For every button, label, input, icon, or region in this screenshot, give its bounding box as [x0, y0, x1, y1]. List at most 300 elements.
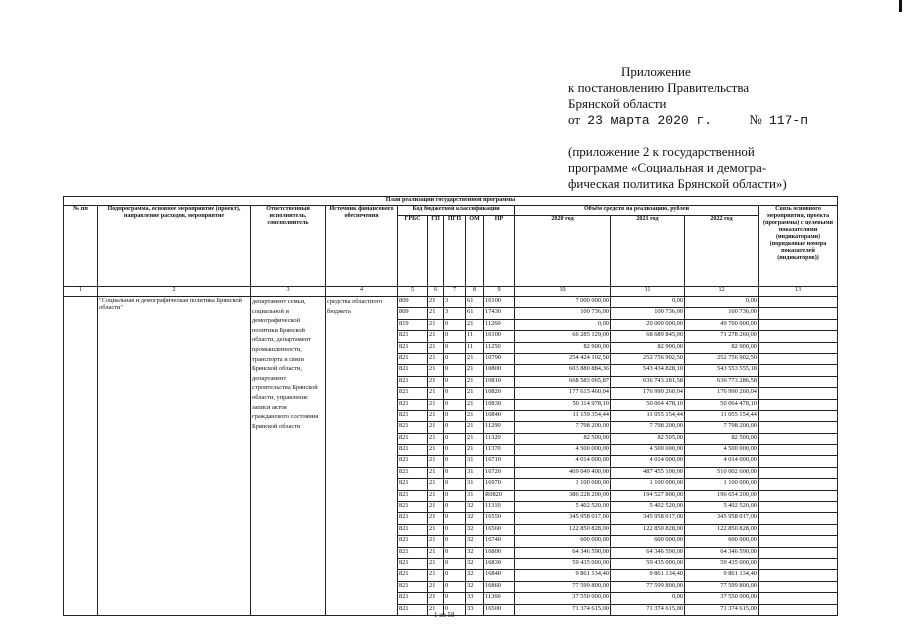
cell-y2022: 636 773 286,58 [685, 376, 759, 387]
cell-pgp: 0 [444, 536, 466, 547]
cell-gp: 21 [428, 467, 444, 478]
cell-om: 31 [466, 456, 484, 467]
cell-link [759, 558, 838, 569]
cell-link [759, 445, 838, 456]
cell-y2020: 37 550 000,00 [515, 593, 611, 604]
cell-gp: 21 [428, 319, 444, 330]
cell-link [759, 479, 838, 490]
cell-grbs: 821 [398, 513, 428, 524]
cell-nr: 16550 [484, 513, 515, 524]
cell-y2021: 50 064 478,10 [611, 399, 685, 410]
cell-grbs: 809 [398, 297, 428, 308]
cell-pgp: 0 [444, 410, 466, 421]
cell-y2022: 82 900,00 [685, 342, 759, 353]
cell-link [759, 422, 838, 433]
cell-y2020: 1 100 000,00 [515, 479, 611, 490]
cell-y2022: 176 990 260,04 [685, 388, 759, 399]
scan-edge-mark [899, 0, 902, 12]
cell-nr: 11320 [484, 433, 515, 444]
header-sub-1: (приложение 2 к государственной [568, 144, 755, 159]
cell-nr: 16970 [484, 479, 515, 490]
cell-om: 21 [466, 353, 484, 364]
cell-nr: 16560 [484, 524, 515, 535]
cell-grbs: 821 [398, 353, 428, 364]
cell-link [759, 365, 838, 376]
cell-gp: 21 [428, 331, 444, 342]
cell-grbs: 821 [398, 399, 428, 410]
cell-om: 32 [466, 502, 484, 513]
cell-nr: 16840 [484, 570, 515, 581]
cell-grbs: 821 [398, 445, 428, 456]
cell-grbs: 821 [398, 456, 428, 467]
cell-y2021: 5 402 520,00 [611, 502, 685, 513]
cell-y2022: 50 064 478,10 [685, 399, 759, 410]
col-header-source: Источник финансового обеспечения [326, 206, 398, 287]
cell-y2022: 71 374 615,00 [685, 604, 759, 615]
program-name-cell: "Социальная и демографическая политика Брянской области" [98, 297, 251, 616]
cell-link [759, 513, 838, 524]
cell-gp: 21 [428, 593, 444, 604]
cell-nr: 16720 [484, 467, 515, 478]
cell-gp: 21 [428, 536, 444, 547]
decree-date: 23 марта 2020 г. [587, 113, 713, 128]
cell-y2020: 4 014 000,00 [515, 456, 611, 467]
cell-y2021: 71 374 615,00 [611, 604, 685, 615]
cell-y2021: 68 689 845,00 [611, 331, 685, 342]
cell-y2021: 636 743 281,58 [611, 376, 685, 387]
cell-y2020: 5 402 520,00 [515, 502, 611, 513]
cell-y2022: 59 435 000,00 [685, 558, 759, 569]
row-number-cell [64, 297, 98, 616]
cell-y2021: 0,00 [611, 297, 685, 308]
cell-y2022: 345 958 017,00 [685, 513, 759, 524]
cell-om: 61 [466, 297, 484, 308]
cell-link [759, 376, 838, 387]
cell-link [759, 433, 838, 444]
cell-om: 21 [466, 422, 484, 433]
cell-link [759, 456, 838, 467]
col-header-code-group: Код бюджетной классификации [398, 206, 515, 216]
cell-nr: 10810 [484, 376, 515, 387]
cell-y2020: 254 424 102,50 [515, 353, 611, 364]
cell-nr: 11310 [484, 502, 515, 513]
cell-link [759, 399, 838, 410]
cell-grbs: 821 [398, 536, 428, 547]
cell-y2021: 543 434 828,10 [611, 365, 685, 376]
cell-nr: 10800 [484, 365, 515, 376]
cell-y2021: 487 455 100,00 [611, 467, 685, 478]
cell-om: 33 [466, 604, 484, 615]
cell-y2022: 7 798 200,00 [685, 422, 759, 433]
col-header-pgp: ПГП [444, 216, 466, 287]
cell-y2021: 20 000 000,00 [611, 319, 685, 330]
cell-gp: 21 [428, 342, 444, 353]
cell-pgp: 0 [444, 593, 466, 604]
cell-y2022: 0,00 [685, 297, 759, 308]
header-line-2: к постановлению Правительства [568, 80, 750, 95]
cell-grbs: 821 [398, 547, 428, 558]
cell-link [759, 308, 838, 319]
cell-y2022: 600 000,00 [685, 536, 759, 547]
cell-y2021: 194 527 800,00 [611, 490, 685, 501]
cell-y2020: 0,00 [515, 319, 611, 330]
cell-y2021: 1 100 000,00 [611, 479, 685, 490]
cell-grbs: 821 [398, 331, 428, 342]
cell-gp: 21 [428, 365, 444, 376]
cell-gp: 21 [428, 547, 444, 558]
cell-gp: 21 [428, 445, 444, 456]
cell-y2021: 82 505,00 [611, 433, 685, 444]
cell-y2022: 510 002 600,00 [685, 467, 759, 478]
cell-om: 21 [466, 319, 484, 330]
cell-link [759, 490, 838, 501]
cell-gp: 21 [428, 308, 444, 319]
cell-gp: 21 [428, 456, 444, 467]
cell-link [759, 331, 838, 342]
cell-om: 21 [466, 445, 484, 456]
cell-gp: 21 [428, 581, 444, 592]
cell-nr: 16860 [484, 581, 515, 592]
cell-gp: 21 [428, 570, 444, 581]
column-number-cell: 8 [466, 287, 484, 297]
col-header-link: Связь основного мероприятия, проекта (программы) с целевыми показателями (индикаторами) (порядковые номера показателей (индикаторов)) [759, 206, 838, 287]
cell-y2020: 7 798 200,00 [515, 422, 611, 433]
cell-y2022: 77 599 800,00 [685, 581, 759, 592]
cell-link [759, 593, 838, 604]
cell-link [759, 388, 838, 399]
plan-table [63, 196, 838, 616]
cell-gp: 21 [428, 433, 444, 444]
cell-pgp: 0 [444, 502, 466, 513]
cell-y2020: 77 599 800,00 [515, 581, 611, 592]
cell-gp: 21 [428, 524, 444, 535]
cell-y2020: 345 958 017,00 [515, 513, 611, 524]
cell-pgp: 0 [444, 445, 466, 456]
cell-gp: 21 [428, 410, 444, 421]
header-sub-2: программе «Социальная и демогра- [568, 160, 767, 175]
cell-grbs: 821 [398, 524, 428, 535]
cell-gp: 21 [428, 490, 444, 501]
cell-y2021: 7 798 200,00 [611, 422, 685, 433]
cell-link [759, 342, 838, 353]
cell-grbs: 809 [398, 308, 428, 319]
cell-om: 31 [466, 467, 484, 478]
cell-gp: 21 [428, 388, 444, 399]
cell-gp: 21 [428, 558, 444, 569]
cell-y2020: 59 435 000,00 [515, 558, 611, 569]
cell-pgp: 0 [444, 342, 466, 353]
cell-nr: 16710 [484, 456, 515, 467]
col-header-responsible: Ответственный исполнитель, соисполнитель [251, 206, 326, 287]
cell-nr: 16500 [484, 604, 515, 615]
cell-y2020: 469 049 400,00 [515, 467, 611, 478]
cell-y2020: 71 374 615,00 [515, 604, 611, 615]
column-number-cell: 7 [444, 287, 466, 297]
cell-y2020: 82 900,00 [515, 342, 611, 353]
cell-y2020: 122 850 828,00 [515, 524, 611, 535]
cell-grbs: 821 [398, 433, 428, 444]
cell-nr: 10840 [484, 410, 515, 421]
cell-y2021: 345 958 017,00 [611, 513, 685, 524]
cell-pgp: 0 [444, 570, 466, 581]
column-number-cell: 5 [398, 287, 428, 297]
cell-pgp: 0 [444, 365, 466, 376]
header-line-3: Брянской области [568, 96, 667, 111]
cell-link [759, 353, 838, 364]
cell-nr: 11250 [484, 342, 515, 353]
number-sign: № [749, 112, 762, 127]
cell-grbs: 821 [398, 570, 428, 581]
cell-om: 32 [466, 558, 484, 569]
cell-y2022: 82 500,00 [685, 433, 759, 444]
cell-om: 32 [466, 524, 484, 535]
cell-pgp: 0 [444, 513, 466, 524]
cell-gp: 21 [428, 422, 444, 433]
cell-grbs: 819 [398, 319, 428, 330]
cell-y2022: 37 550 000,00 [685, 593, 759, 604]
cell-y2020: 386 228 200,00 [515, 490, 611, 501]
cell-y2021: 4 014 000,00 [611, 456, 685, 467]
cell-y2021: 64 346 590,00 [611, 547, 685, 558]
cell-y2021: 77 599 800,00 [611, 581, 685, 592]
column-number-cell: 4 [326, 287, 398, 297]
cell-gp: 21 [428, 376, 444, 387]
cell-link [759, 502, 838, 513]
cell-pgp: 0 [444, 581, 466, 592]
cell-nr: 16800 [484, 547, 515, 558]
cell-gp: 21 [428, 479, 444, 490]
cell-om: 21 [466, 410, 484, 421]
cell-link [759, 547, 838, 558]
cell-grbs: 821 [398, 604, 428, 615]
cell-y2021: 59 435 000,00 [611, 558, 685, 569]
cell-y2022: 64 346 590,00 [685, 547, 759, 558]
cell-gp: 21 [428, 502, 444, 513]
column-number-cell: 11 [611, 287, 685, 297]
cell-y2020: 82 500,00 [515, 433, 611, 444]
cell-y2021: 0,00 [611, 593, 685, 604]
cell-y2021: 82 900,00 [611, 342, 685, 353]
cell-gp: 21 [428, 513, 444, 524]
cell-pgp: 0 [444, 524, 466, 535]
cell-y2021: 4 500 000,00 [611, 445, 685, 456]
cell-y2021: 122 850 828,00 [611, 524, 685, 535]
cell-pgp: 3 [444, 297, 466, 308]
cell-grbs: 821 [398, 365, 428, 376]
plan-title: План реализации государственной программы [64, 197, 838, 206]
col-header-2022: 2022 год [685, 216, 759, 287]
cell-gp: 21 [428, 604, 444, 615]
page-number: 1 из 58 [434, 611, 455, 619]
cell-om: 61 [466, 308, 484, 319]
cell-grbs: 821 [398, 558, 428, 569]
cell-om: 33 [466, 593, 484, 604]
cell-pgp: 0 [444, 353, 466, 364]
cell-link [759, 570, 838, 581]
cell-om: 32 [466, 547, 484, 558]
col-header-2020: 2020 год [515, 216, 611, 287]
cell-link [759, 467, 838, 478]
cell-pgp: 0 [444, 331, 466, 342]
cell-y2020: 603 880 884,36 [515, 365, 611, 376]
cell-nr: 10100 [484, 331, 515, 342]
cell-grbs: 821 [398, 581, 428, 592]
column-number-cell: 13 [759, 287, 838, 297]
cell-grbs: 821 [398, 490, 428, 501]
cell-y2020: 50 114 978,10 [515, 399, 611, 410]
cell-om: 32 [466, 513, 484, 524]
cell-grbs: 821 [398, 410, 428, 421]
cell-nr: R0820 [484, 490, 515, 501]
cell-pgp: 0 [444, 479, 466, 490]
cell-nr: 10100 [484, 297, 515, 308]
cell-gp: 21 [428, 353, 444, 364]
column-number-cell: 12 [685, 287, 759, 297]
column-number-cell: 1 [64, 287, 98, 297]
header-line-4 [568, 112, 808, 128]
cell-pgp: 0 [444, 422, 466, 433]
cell-nr: 11360 [484, 593, 515, 604]
cell-pgp: 0 [444, 433, 466, 444]
cell-nr: 17430 [484, 308, 515, 319]
cell-y2022: 252 756 902,50 [685, 353, 759, 364]
cell-om: 32 [466, 536, 484, 547]
cell-grbs: 821 [398, 479, 428, 490]
cell-y2022: 4 014 000,00 [685, 456, 759, 467]
col-header-gp: ГП [428, 216, 444, 287]
cell-y2022: 543 553 555,18 [685, 365, 759, 376]
cell-grbs: 821 [398, 376, 428, 387]
cell-y2022: 196 654 200,00 [685, 490, 759, 501]
cell-om: 32 [466, 581, 484, 592]
cell-om: 21 [466, 388, 484, 399]
cell-pgp: 0 [444, 604, 466, 615]
cell-y2021: 176 990 260,04 [611, 388, 685, 399]
cell-link [759, 604, 838, 615]
cell-pgp: 0 [444, 456, 466, 467]
cell-om: 21 [466, 433, 484, 444]
cell-link [759, 524, 838, 535]
cell-link [759, 536, 838, 547]
cell-pgp: 0 [444, 467, 466, 478]
cell-y2020: 177 615 460,04 [515, 388, 611, 399]
cell-link [759, 581, 838, 592]
cell-pgp: 3 [444, 308, 466, 319]
cell-grbs: 821 [398, 342, 428, 353]
cell-y2020: 4 500 000,00 [515, 445, 611, 456]
cell-y2020: 7 000 000,00 [515, 297, 611, 308]
col-header-2021: 2021 год [611, 216, 685, 287]
col-header-om: ОМ [466, 216, 484, 287]
cell-pgp: 0 [444, 558, 466, 569]
header-from: от [568, 112, 581, 127]
cell-nr: 11290 [484, 422, 515, 433]
cell-y2022: 122 850 828,00 [685, 524, 759, 535]
cell-y2020: 100 736,00 [515, 308, 611, 319]
column-number-cell: 10 [515, 287, 611, 297]
cell-y2020: 64 346 590,00 [515, 547, 611, 558]
cell-om: 31 [466, 479, 484, 490]
cell-link [759, 319, 838, 330]
cell-y2020: 9 861 134,40 [515, 570, 611, 581]
cell-y2022: 1 100 000,00 [685, 479, 759, 490]
cell-y2020: 11 159 354,44 [515, 410, 611, 421]
cell-grbs: 821 [398, 467, 428, 478]
cell-y2020: 668 583 065,87 [515, 376, 611, 387]
cell-om: 21 [466, 376, 484, 387]
cell-y2022: 49 700 000,00 [685, 319, 759, 330]
col-header-nr: НР [484, 216, 515, 287]
cell-nr: 11260 [484, 319, 515, 330]
cell-nr: 16830 [484, 558, 515, 569]
cell-grbs: 821 [398, 502, 428, 513]
column-number-cell: 6 [428, 287, 444, 297]
cell-link [759, 297, 838, 308]
cell-y2022: 100 736,00 [685, 308, 759, 319]
table-row [64, 297, 838, 308]
cell-y2022: 5 402 520,00 [685, 502, 759, 513]
cell-om: 11 [466, 342, 484, 353]
cell-y2021: 252 756 902,50 [611, 353, 685, 364]
cell-nr: 16740 [484, 536, 515, 547]
col-header-np: № пп [64, 206, 98, 287]
header-line-1: Приложение [621, 64, 691, 79]
decree-number: 117-п [769, 113, 809, 128]
cell-y2020: 66 285 129,00 [515, 331, 611, 342]
cell-y2022: 4 500 000,00 [685, 445, 759, 456]
cell-pgp: 0 [444, 376, 466, 387]
cell-link [759, 410, 838, 421]
column-number-cell: 9 [484, 287, 515, 297]
cell-om: 21 [466, 399, 484, 410]
header-sub-3: фическая политика Брянской области») [568, 176, 787, 191]
cell-y2021: 11 055 154,44 [611, 410, 685, 421]
cell-y2021: 9 861 134,40 [611, 570, 685, 581]
source-cell: средства областного бюджета [326, 297, 398, 616]
cell-y2021: 100 736,00 [611, 308, 685, 319]
cell-pgp: 0 [444, 399, 466, 410]
cell-nr: 10820 [484, 388, 515, 399]
cell-nr: 10830 [484, 399, 515, 410]
cell-gp: 21 [428, 297, 444, 308]
cell-pgp: 0 [444, 319, 466, 330]
cell-pgp: 0 [444, 388, 466, 399]
column-number-cell: 3 [251, 287, 326, 297]
cell-y2022: 11 055 154,44 [685, 410, 759, 421]
cell-om: 31 [466, 490, 484, 501]
col-header-subprogram: Подпрограмма, основное мероприятие (проект), направление расходов, мероприятие [98, 206, 251, 287]
cell-y2022: 71 278 260,00 [685, 331, 759, 342]
column-number-row [64, 287, 838, 297]
cell-grbs: 821 [398, 422, 428, 433]
cell-om: 32 [466, 570, 484, 581]
col-header-grbs: ГРБС [398, 216, 428, 287]
cell-grbs: 821 [398, 593, 428, 604]
col-header-volume-group: Объём средств на реализацию, рублей [515, 206, 759, 216]
cell-gp: 21 [428, 399, 444, 410]
responsible-cell: департамент семьи, социальной и демографической политики Брянской области, департамент промышленности, транспорта и связи Брянской области, департамент строительства Брянской области, управление записи актов гражданского состояния Брянской области [251, 297, 326, 616]
cell-om: 11 [466, 331, 484, 342]
cell-y2022: 9 861 134,40 [685, 570, 759, 581]
cell-pgp: 0 [444, 547, 466, 558]
cell-nr: 11370 [484, 445, 515, 456]
cell-y2020: 600 000,00 [515, 536, 611, 547]
column-number-cell: 2 [98, 287, 251, 297]
cell-om: 21 [466, 365, 484, 376]
cell-pgp: 0 [444, 490, 466, 501]
cell-y2021: 600 000,00 [611, 536, 685, 547]
cell-nr: 10790 [484, 353, 515, 364]
